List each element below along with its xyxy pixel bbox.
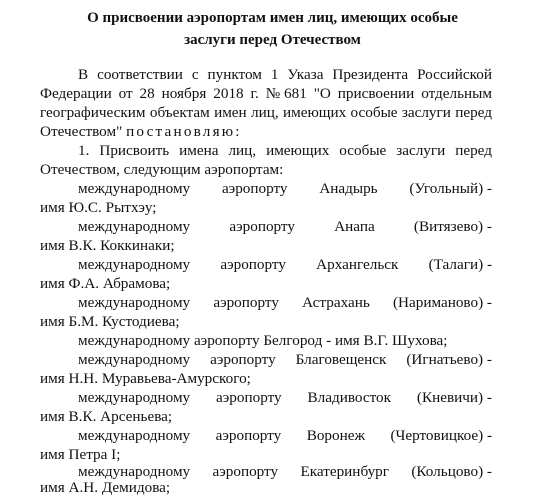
airport-name-line: имя Петра I; [40,446,121,463]
intro-line-3: географическим объектам имен лиц, имеющих особые заслуги перед [40,104,492,121]
airport-line: международному аэропорту Анадырь (Угольный) - [78,180,492,197]
airport-line: международному аэропорту Астрахань (Нариманово) - [78,294,492,311]
airport-name-line: имя Ю.С. Рытхэу; [40,199,157,216]
airport-name-line: имя Н.Н. Муравьева-Амурского; [40,370,251,387]
airport-line: международному аэропорту Воронеж (Чертовицкое) - [78,427,492,444]
airport-line: международному аэропорту Екатеринбург (Кольцово) - [78,463,492,480]
document-title-line-2: заслуги перед Отечеством [184,32,361,48]
item1-line-2: Отечеством, следующим аэропортам: [40,161,284,178]
intro-line-2: Федерации от 28 ноября 2018 г. № 681 "О присвоении отдельным [40,85,492,102]
airport-name-line: имя В.К. Арсеньева; [40,408,173,425]
airport-line: международному аэропорту Владивосток (Кневичи) - [78,389,492,406]
airport-name-line: имя А.Н. Демидова; [40,479,171,496]
airport-name-line: имя Ф.А. Абрамова; [40,275,171,292]
airport-line: международному аэропорту Архангельск (Талаги) - [78,256,492,273]
decree-verb: постановляю: [126,123,242,140]
airport-line: международному аэропорту Благовещенск (Игнатьево) - [78,351,492,368]
airport-name-line: имя В.К. Коккинаки; [40,237,175,254]
airport-line: международному аэропорту Анапа (Витязево) - [78,218,492,235]
airport-line: международному аэропорту Белгород - имя В.Г. Шухова; [78,332,448,349]
airport-name-line: имя Б.М. Кустодиева; [40,313,180,330]
item1-line-1: 1. Присвоить имена лиц, имеющих особые заслуги перед [78,142,492,159]
document-title-line-1: О присвоении аэропортам имен лиц, имеющих особые [87,10,458,26]
intro-line-1: В соответствии с пунктом 1 Указа Президента Российской [78,66,492,83]
intro-line-4: Отечеством" постановляю: [40,123,242,140]
